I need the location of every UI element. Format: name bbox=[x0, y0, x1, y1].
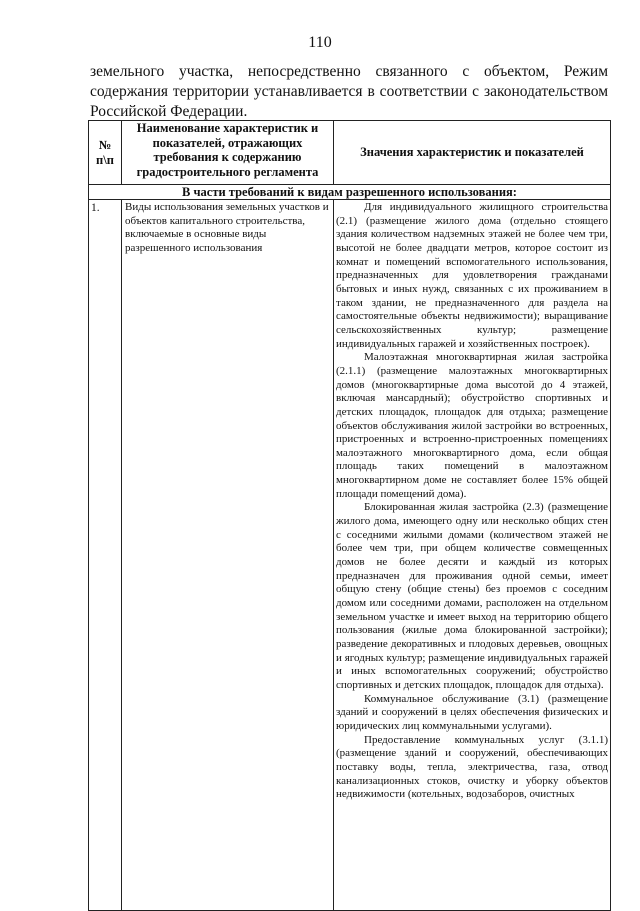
header-characteristic-name: Наименование характеристик и показателей, отражающих требования к содержанию градостроительного регламента bbox=[122, 121, 334, 185]
value-paragraph: Предоставление коммунальных услуг (3.1.1) (размещение зданий и сооружений, обеспечивающих поставку воды, тепла, электричества, газа, отвод канализационных стоков, очистку и уборку объектов недвижимости (котельных, водозаборов, очистных bbox=[336, 733, 608, 801]
header-number: № п\п bbox=[89, 121, 122, 185]
value-paragraph: Блокированная жилая застройка (2.3) (размещение жилого дома, имеющего одну или несколько общих стен с соседними жилыми домами (количеством этажей не более чем три, при общем количестве совмещенных домов не более десяти и каждый из которых предназначен для проживания одной семьи, имеет общую стену (общие стены) без проемов с соседним домом или соседними домами, расположен на отдельном земельном участке и имеет выход на территорию общего пользования (жилые дома блокированной застройки); разведение декоративных и плодовых деревьев, овощных и ягодных культур; размещение индивидуальных гаражей и иных вспомогательных сооружений; обустройство спортивных и детских площадок, площадок для отдыха). bbox=[336, 501, 608, 691]
value-paragraph: Малоэтажная многоквартирная жилая застройка (2.1.1) (размещение малоэтажных многоквартирных домов (многоквартирные дома высотой до 4 этажей, включая мансардный); обустройство спортивных и детских площадок, площадок для отдыха; размещение объектов обслуживания жилой застройки во встроенных, пристроенных и встроенно-пристроенных помещениях малоэтажного многоквартирного дома, если общая площадь таких помещений в малоэтажном многоквартирном доме не составляет более 15% общей площади помещений дома). bbox=[336, 351, 608, 500]
value-paragraph: Коммунальное обслуживание (3.1) (размещение зданий и сооружений в целях обеспечения физических и юридических лиц коммунальными услугами). bbox=[336, 692, 608, 732]
header-characteristic-value: Значения характеристик и показателей bbox=[334, 121, 611, 185]
table-header-row bbox=[89, 121, 611, 185]
row-number: 1. bbox=[89, 200, 122, 911]
intro-paragraph: земельного участка, непосредственно связанного с объектом, Режим содержания территории устанавливается в соответствии с законодательством Российской Федерации. bbox=[90, 63, 608, 120]
row-values bbox=[334, 200, 611, 911]
value-paragraph: Для индивидуального жилищного строительства (2.1) (размещение жилого дома (отдельно стоящего здания количеством надземных этажей не более чем три, высотой не более двадцати метров, которое состоит из комнат и помещений вспомогательного использования, предназначенных для удовлетворения гражданами бытовых и иных нужд, связанных с их проживанием в таком здании, не предназначенного для раздела на самостоятельные объекты недвижимости); выращивание сельскохозяйственных культур; размещение индивидуальных гаражей и хозяйственных построек). bbox=[336, 201, 608, 350]
page-number: 110 bbox=[308, 34, 332, 51]
table-row bbox=[89, 200, 611, 911]
section-row bbox=[89, 185, 611, 200]
section-title: В части требований к видам разрешенного использования: bbox=[89, 185, 611, 200]
regulation-table bbox=[88, 120, 611, 911]
row-name: Виды использования земельных участков и объектов капитального строительства, включаемые в основные виды разрешенного использования bbox=[122, 200, 334, 911]
